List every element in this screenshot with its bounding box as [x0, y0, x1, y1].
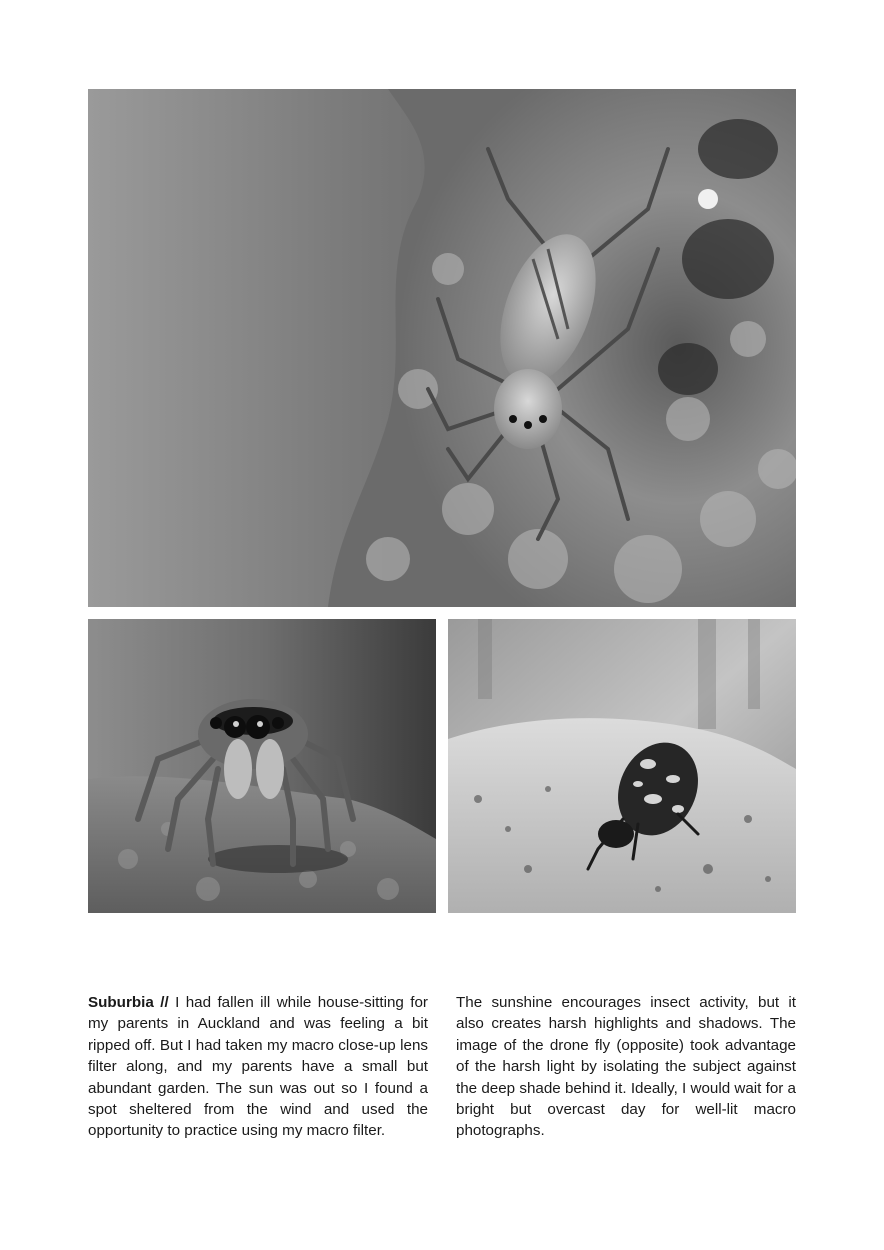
section-lead-title: Suburbia // [88, 994, 169, 1011]
jumping-spider-photo [88, 619, 436, 913]
lynx-spider-on-lichen-photo [88, 89, 796, 607]
carpet-beetle-on-flower-photo [448, 619, 796, 913]
text-column-right [456, 992, 796, 1142]
body-text-right: The sunshine encourages insect activity, but it also creates harsh highlights and shadows. The image of the drone fly (opposite) took advantage of the harsh light by isolating the subject against the deep shade behind it. Ideally, I would wait for a bright but overcast day for well-lit macro photographs. [456, 994, 796, 1140]
body-text-left: I had fallen ill while house-sitting for my parents in Auckland and was feeling a bit ripped off. But I had taken my macro close-up lens filter along, and my parents have a small but abundant garden. The sun was out so I found a spot sheltered from the wind and used the opportunity to practice using my macro filter. [88, 994, 428, 1140]
text-column-left [88, 992, 428, 1142]
lynx-spider-photo [88, 89, 796, 607]
jumping-spider-on-rock-photo [88, 619, 436, 913]
beetle-photo [448, 619, 796, 913]
